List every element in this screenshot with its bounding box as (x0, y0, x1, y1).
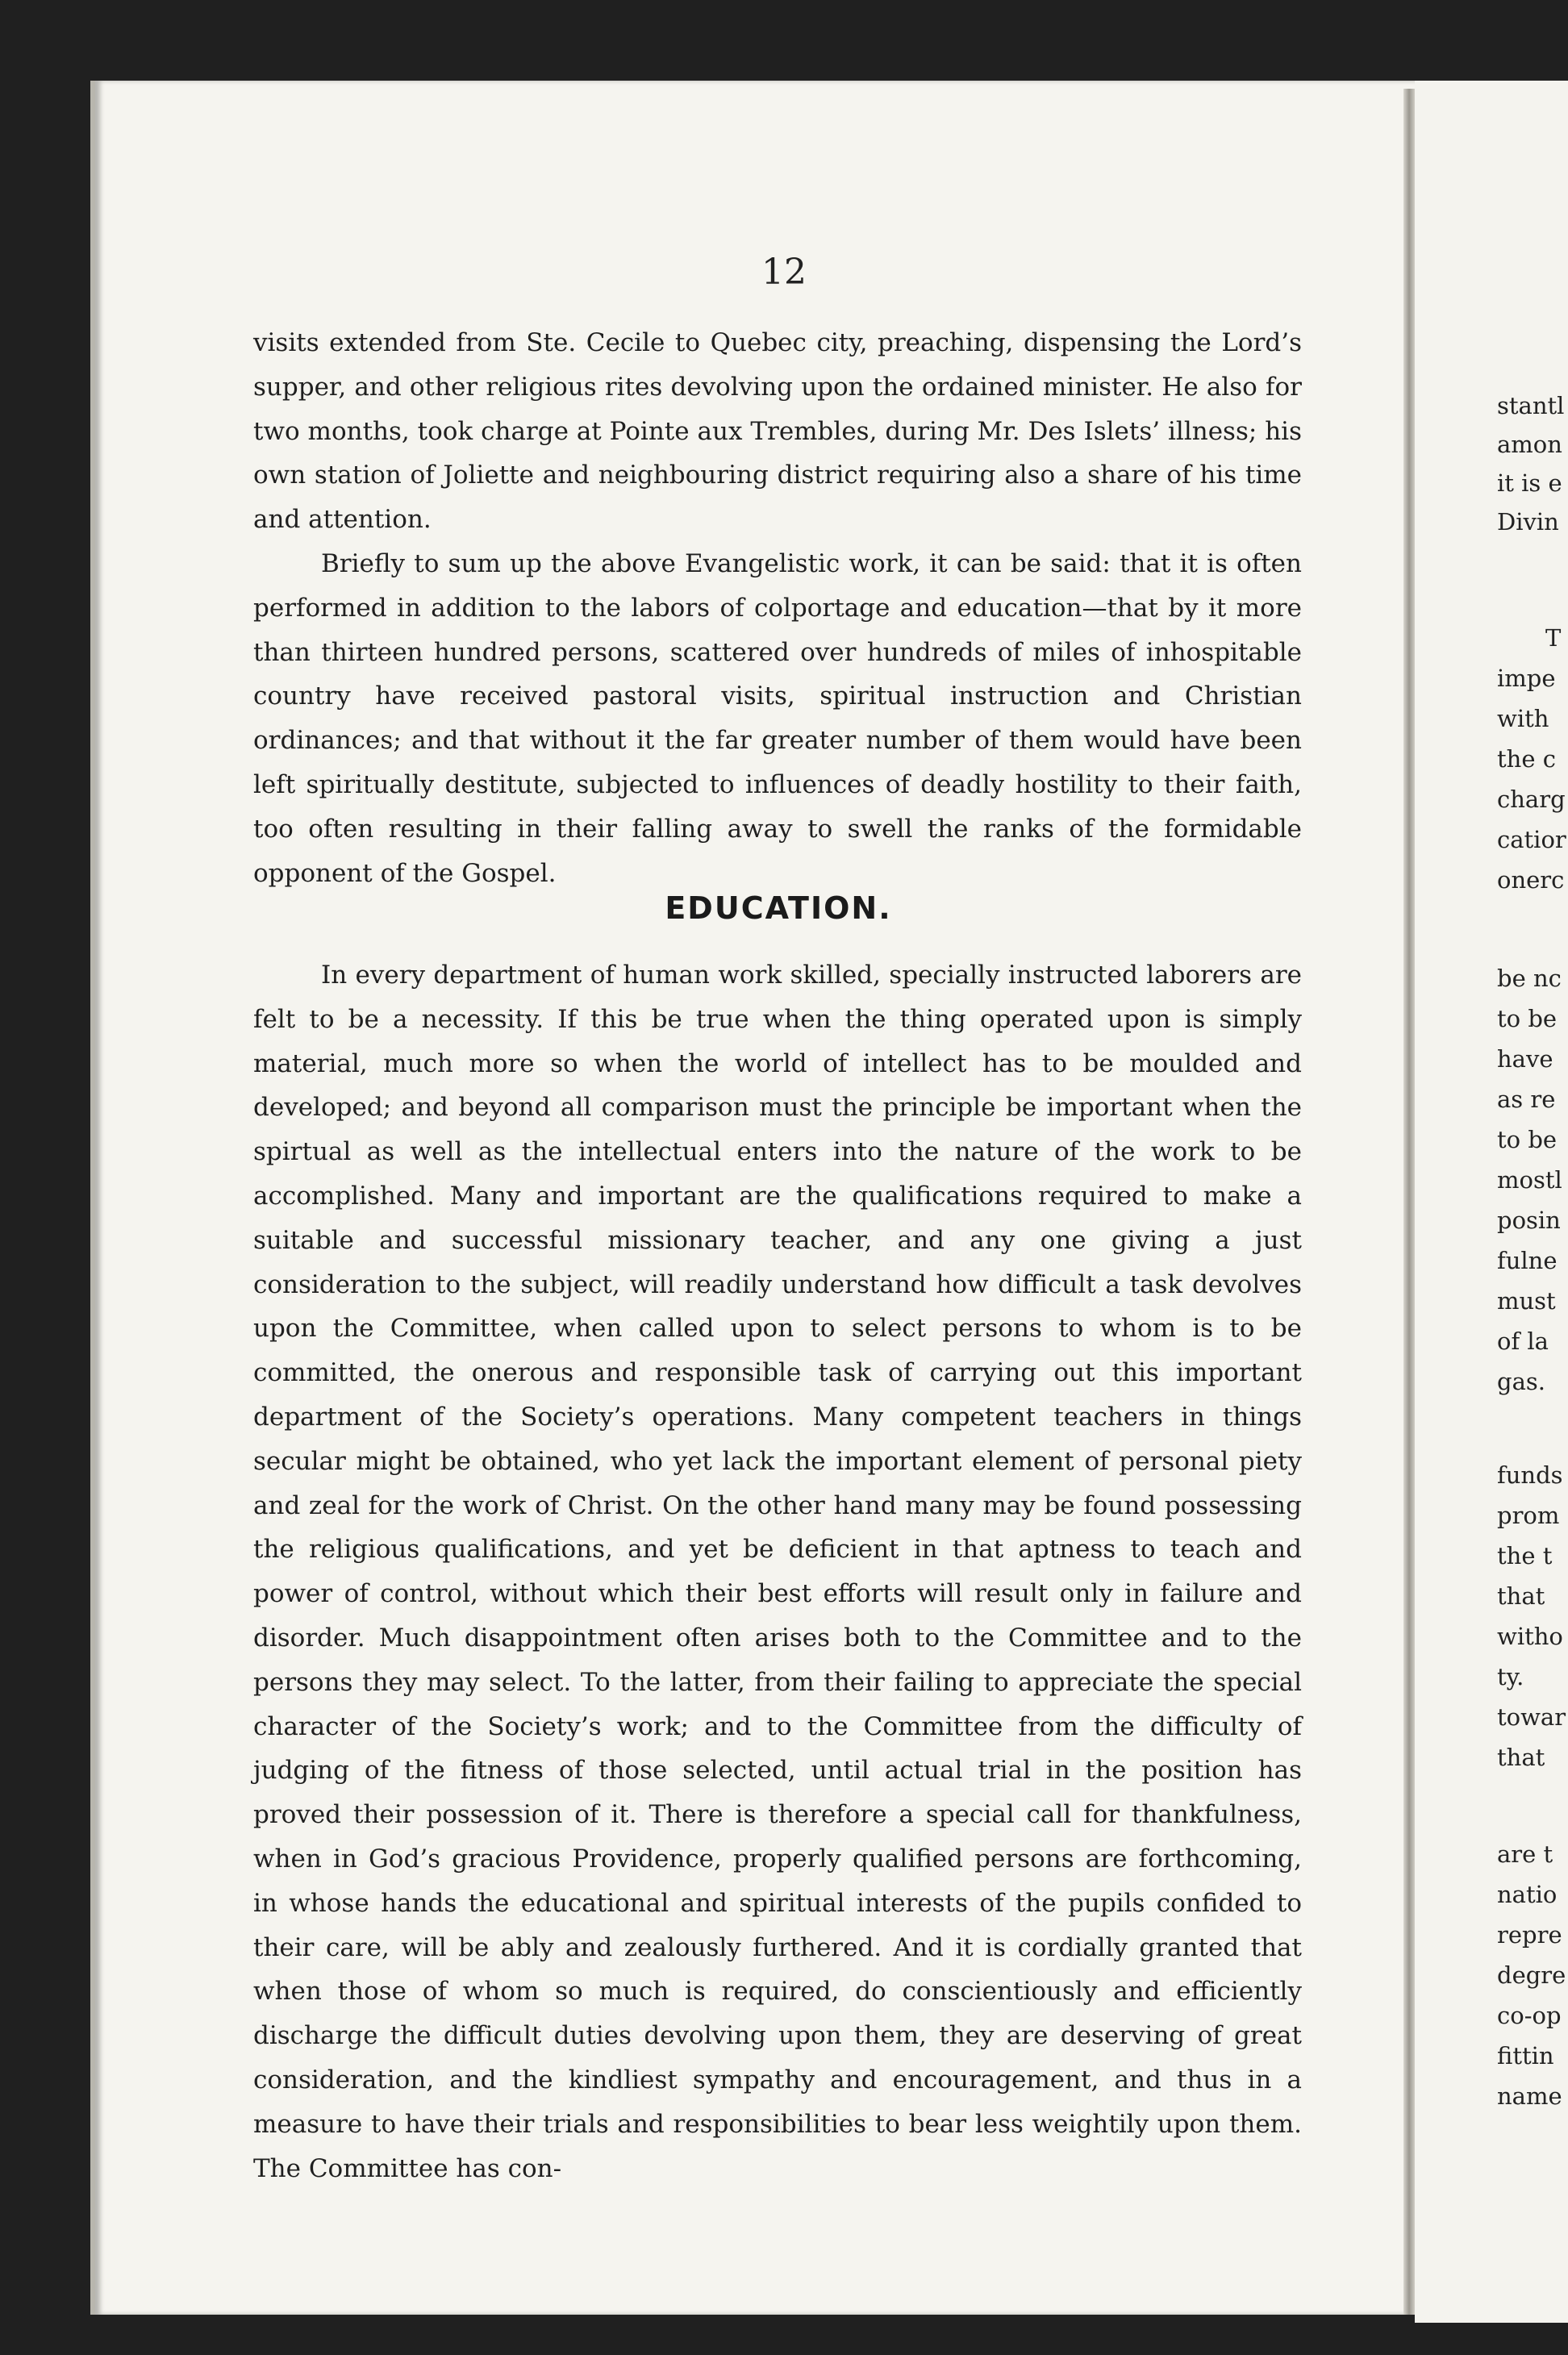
paragraph-text: Briefly to sum up the above Evangelistic work, it can be said: that it is often performed in addition to the labors of colportage and education—that by it more than thirteen hundred persons, scattered over hundreds of miles of inhospitable country have received pastoral visits, spiritual instruction and Christian ordinances; and that without it the far greater number of them would have been left spiritually destitute, subjected to influences of deadly hostility to their faith, too often resulting in their falling away to swell the ranks of the formidable opponent of the Gospel. (253, 549, 1302, 888)
facing-line: natio (1497, 1881, 1558, 1908)
paragraph-summary (253, 542, 1302, 895)
facing-line: charg (1497, 786, 1566, 813)
facing-line: of la (1497, 1328, 1549, 1355)
facing-line: fittin (1497, 2042, 1554, 2069)
facing-line: co-op (1497, 2002, 1562, 2029)
paragraph-education (253, 953, 1302, 2190)
facing-line: the t (1497, 1542, 1553, 1569)
facing-line: that (1497, 1744, 1545, 1771)
page-number: 12 (761, 252, 807, 293)
facing-line: to be (1497, 1126, 1558, 1153)
facing-line: witho (1497, 1623, 1563, 1650)
facing-line: degre (1497, 1961, 1566, 1989)
facing-line: T (1545, 624, 1562, 652)
facing-line: fulne (1497, 1247, 1558, 1274)
facing-line: ty. (1497, 1663, 1524, 1690)
facing-line: name (1497, 2082, 1562, 2110)
section-heading-education: EDUCATION. (665, 890, 892, 926)
facing-line: mostl (1497, 1166, 1562, 1194)
paragraph-text: In every department of human work skilled, specially instructed laborers are felt to be a necessity. If this be true when the thing operated upon is simply material, much more so when the world of intellect has to be moulded and developed; and beyond all comparison must the principle be important when the spirtual as well as the intellectual enters into the nature of the work to be accomplished. Many and important are the qualifications required to make a suitable and successful missionary teacher, and any one giving a just consideration to the subject, will readily understand how difficult a task devolves upon the Committee, when called upon to select persons to whom is to be committed, the onerous and responsible task of carrying out this important department of the Society’s operations. Many competent teachers in things secular might be obtained, who yet lack the important element of personal piety and zeal for the work of Christ. On the other hand many may be found possessing the religious qualifications, and yet be deficient in that aptness to teach and power of control, without which their best efforts will result only in failure and disorder. Much disappointment often arises both to the Committee and to the persons they may select. To the latter, from their failing to appreciate the special character of the Society’s work; and to the Committee from the difficulty of judging of the fitness of those selected, until actual trial in the position has proved their possession of it. There is therefore a special call for thankfulness, when in God’s gracious Providence, properly qualified persons are forthcoming, in whose hands the educational and spiritual interests of the pupils confided to their care, will be ably and zealously furthered. And it is cordially granted that when those of whom so much is required, do conscientiously and efficiently discharge the difficult duties devolving upon them, they are deserving of great consideration, and the kindliest sympathy and encouragement, and thus in a measure to have their trials and responsibilities to bear less weightily upon them. The Committee has con- (253, 961, 1302, 2183)
facing-line: funds (1497, 1461, 1563, 1489)
facing-line: with (1497, 705, 1549, 732)
facing-line: stantl (1497, 392, 1565, 419)
facing-line: impe (1497, 665, 1556, 692)
facing-line: repre (1497, 1921, 1562, 1949)
page-gutter (1403, 89, 1415, 2315)
facing-line: that (1497, 1582, 1545, 1610)
facing-line: it is e (1497, 469, 1562, 497)
facing-line: have (1497, 1045, 1553, 1073)
facing-line: be nc (1497, 965, 1562, 992)
facing-line: posin (1497, 1207, 1561, 1234)
facing-line: onerc (1497, 866, 1565, 894)
facing-line: towar (1497, 1703, 1566, 1731)
facing-line: Divin (1497, 508, 1559, 536)
facing-line: amon (1497, 431, 1562, 458)
facing-line: prom (1497, 1502, 1560, 1529)
facing-line: catior (1497, 826, 1566, 853)
facing-line: as re (1497, 1086, 1556, 1113)
facing-line: the c (1497, 745, 1556, 773)
paragraph-evangelistic-visits (253, 321, 1302, 542)
facing-line: must (1497, 1287, 1556, 1315)
facing-line: are t (1497, 1840, 1553, 1868)
facing-line: to be (1497, 1005, 1558, 1032)
facing-line: gas. (1497, 1368, 1545, 1395)
paragraph-text: visits extended from Ste. Cecile to Quebec city, preaching, dispensing the Lord’s supper, and other religious rites devolving upon the ordained minister. He also for two months, took charge at Pointe aux Trembles, during Mr. Des Islets’ illness; his own station of Joliette and neighbouring district requiring also a share of his time and attention. (253, 328, 1302, 535)
